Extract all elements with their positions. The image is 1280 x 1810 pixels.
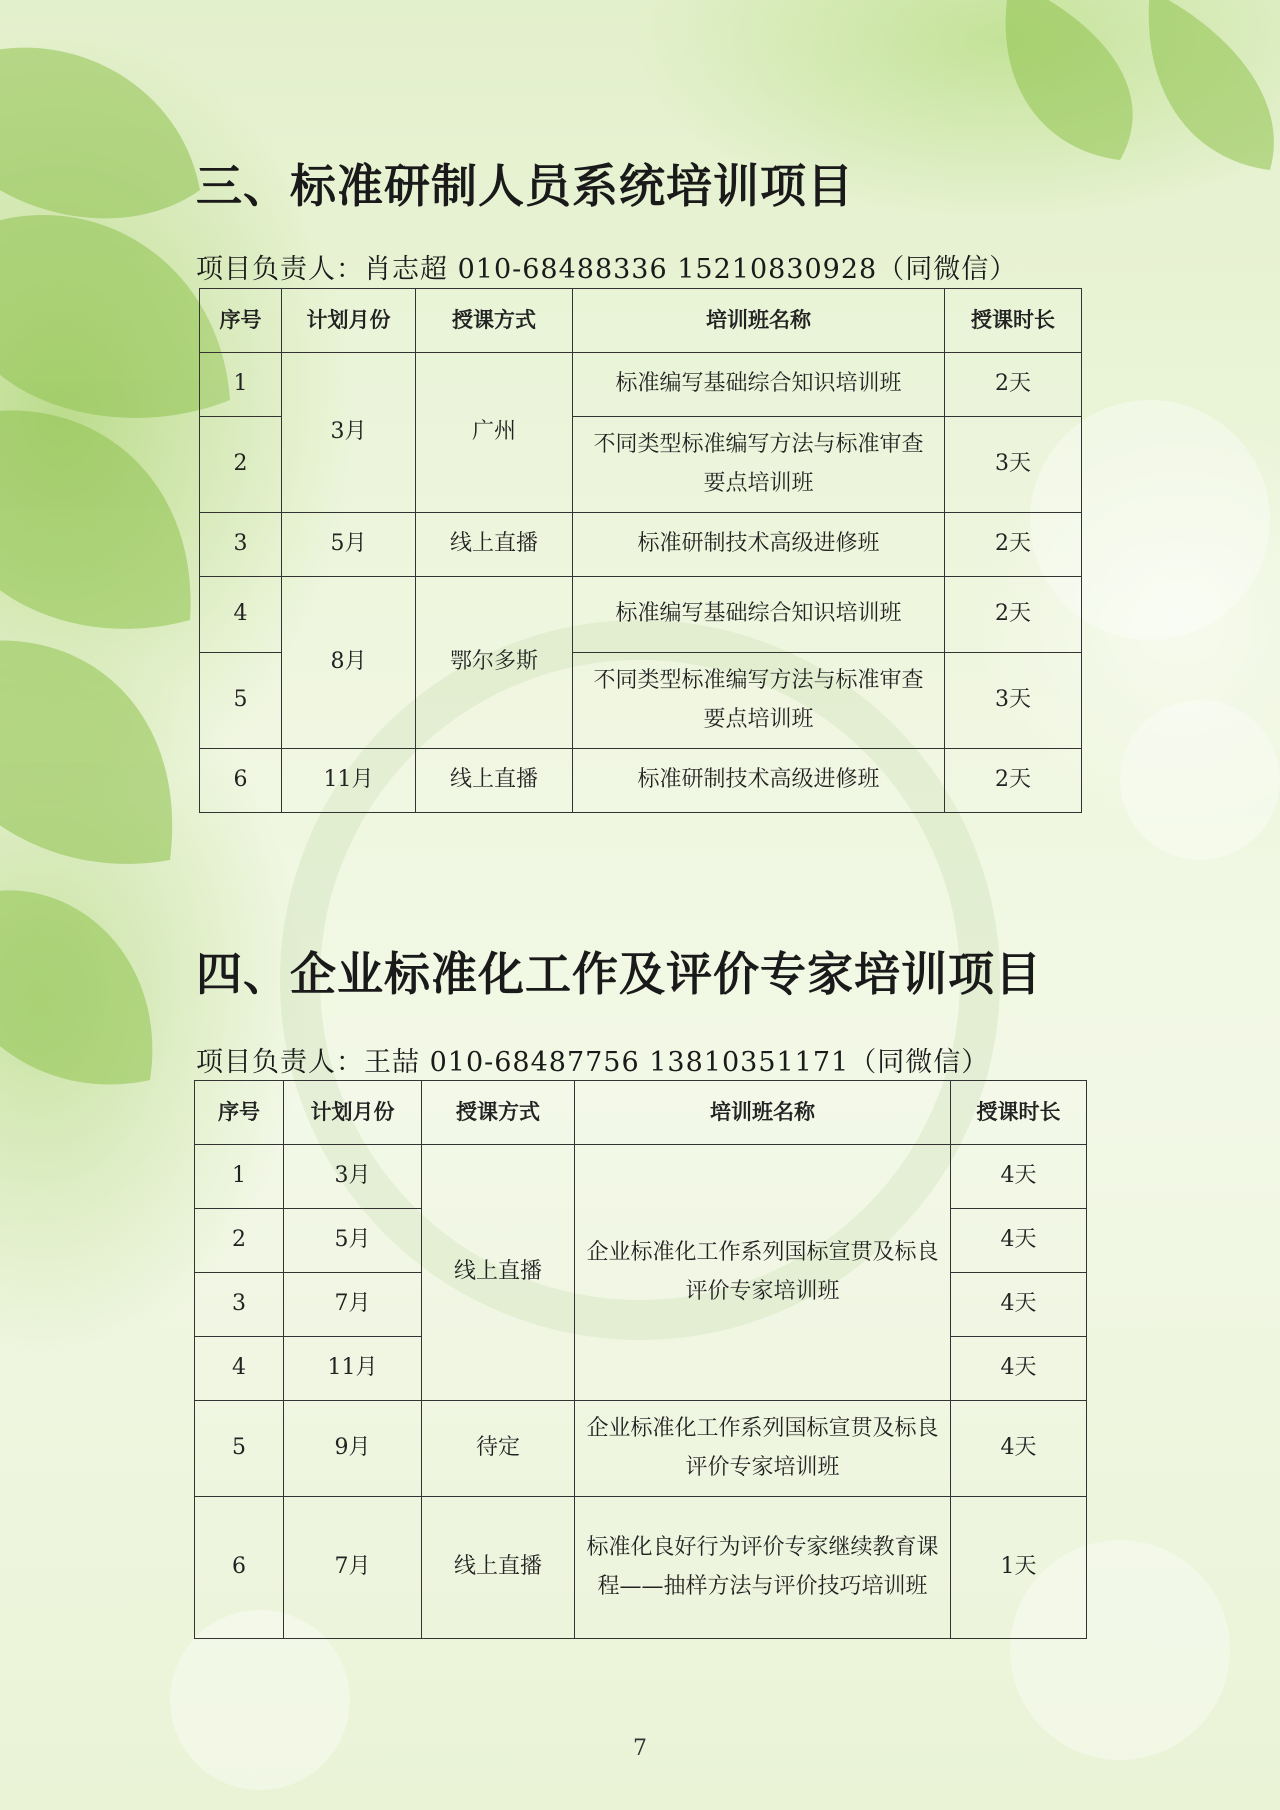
cell-mode: 线上直播 — [416, 749, 573, 813]
cell-duration: 4天 — [951, 1209, 1087, 1273]
cell-no: 4 — [200, 577, 282, 653]
table-row — [200, 513, 1082, 577]
cell-course-name: 标准研制技术高级进修班 — [573, 513, 945, 577]
cell-month: 9月 — [284, 1401, 422, 1497]
cell-course-name: 标准化良好行为评价专家继续教育课程——抽样方法与评价技巧培训班 — [575, 1497, 951, 1639]
cell-duration: 4天 — [951, 1273, 1087, 1337]
cell-no: 5 — [195, 1401, 284, 1497]
column-header: 序号 — [195, 1081, 284, 1145]
column-header: 序号 — [200, 289, 282, 353]
column-header: 培训班名称 — [573, 289, 945, 353]
cell-month: 5月 — [284, 1209, 422, 1273]
cell-duration: 4天 — [951, 1401, 1087, 1497]
cell-duration: 3天 — [945, 417, 1082, 513]
table-row — [195, 1401, 1087, 1497]
cell-month: 5月 — [282, 513, 416, 577]
column-header: 授课时长 — [951, 1081, 1087, 1145]
cell-mode: 线上直播 — [422, 1497, 575, 1639]
section-heading: 四、企业标准化工作及评价专家培训项目 — [196, 947, 1042, 1001]
cell-no: 6 — [200, 749, 282, 813]
project-contact: 项目负责人：肖志超 010-68488336 15210830928（同微信） — [196, 254, 1018, 285]
table-row — [200, 353, 1082, 417]
leaf-shape — [0, 890, 152, 1084]
table-header-row — [195, 1081, 1087, 1145]
table-row — [195, 1497, 1087, 1639]
cell-no: 1 — [200, 353, 282, 417]
bokeh-circle — [1120, 700, 1280, 860]
cell-course-name: 不同类型标准编写方法与标准审查要点培训班 — [573, 653, 945, 749]
page-number: 7 — [633, 1736, 647, 1761]
cell-mode: 待定 — [422, 1401, 575, 1497]
training-schedule-table — [194, 1080, 1087, 1639]
column-header: 计划月份 — [284, 1081, 422, 1145]
cell-duration: 1天 — [951, 1497, 1087, 1639]
cell-duration: 4天 — [951, 1337, 1087, 1401]
cell-course-name: 标准研制技术高级进修班 — [573, 749, 945, 813]
cell-mode: 鄂尔多斯 — [416, 577, 573, 749]
table-row — [195, 1145, 1087, 1209]
column-header: 授课方式 — [416, 289, 573, 353]
cell-mode: 线上直播 — [422, 1145, 575, 1401]
cell-no: 2 — [200, 417, 282, 513]
cell-course-name: 标准编写基础综合知识培训班 — [573, 353, 945, 417]
cell-course-name: 不同类型标准编写方法与标准审查要点培训班 — [573, 417, 945, 513]
table-header-row — [200, 289, 1082, 353]
section-heading: 三、标准研制人员系统培训项目 — [196, 159, 854, 213]
column-header: 培训班名称 — [575, 1081, 951, 1145]
cell-month: 8月 — [282, 577, 416, 749]
cell-duration: 2天 — [945, 577, 1082, 653]
cell-no: 6 — [195, 1497, 284, 1639]
cell-duration: 2天 — [945, 513, 1082, 577]
column-header: 授课方式 — [422, 1081, 575, 1145]
cell-month: 11月 — [282, 749, 416, 813]
leaf-shape — [0, 641, 172, 864]
table-row — [200, 749, 1082, 813]
cell-month: 7月 — [284, 1273, 422, 1337]
cell-no: 5 — [200, 653, 282, 749]
table-row — [200, 577, 1082, 653]
leaf-shape — [0, 215, 230, 418]
cell-course-name: 企业标准化工作系列国标宣贯及标良评价专家培训班 — [575, 1401, 951, 1497]
training-schedule-table — [199, 288, 1082, 813]
project-contact: 项目负责人：王喆 010-68487756 13810351171（同微信） — [196, 1047, 990, 1078]
cell-mode: 线上直播 — [416, 513, 573, 577]
cell-month: 3月 — [284, 1145, 422, 1209]
cell-month: 3月 — [282, 353, 416, 513]
cell-month: 11月 — [284, 1337, 422, 1401]
cell-duration: 4天 — [951, 1145, 1087, 1209]
cell-duration: 2天 — [945, 749, 1082, 813]
column-header: 计划月份 — [282, 289, 416, 353]
cell-course-name: 标准编写基础综合知识培训班 — [573, 577, 945, 653]
leaf-shape — [0, 410, 191, 628]
leaf-shape — [1149, 0, 1274, 170]
leaf-shape — [0, 48, 200, 219]
cell-month: 7月 — [284, 1497, 422, 1639]
leaf-shape — [1006, 0, 1133, 160]
column-header: 授课时长 — [945, 289, 1082, 353]
cell-no: 3 — [200, 513, 282, 577]
cell-duration: 2天 — [945, 353, 1082, 417]
cell-no: 1 — [195, 1145, 284, 1209]
cell-duration: 3天 — [945, 653, 1082, 749]
cell-no: 3 — [195, 1273, 284, 1337]
cell-no: 4 — [195, 1337, 284, 1401]
cell-no: 2 — [195, 1209, 284, 1273]
cell-mode: 广州 — [416, 353, 573, 513]
cell-course-name: 企业标准化工作系列国标宣贯及标良评价专家培训班 — [575, 1145, 951, 1401]
